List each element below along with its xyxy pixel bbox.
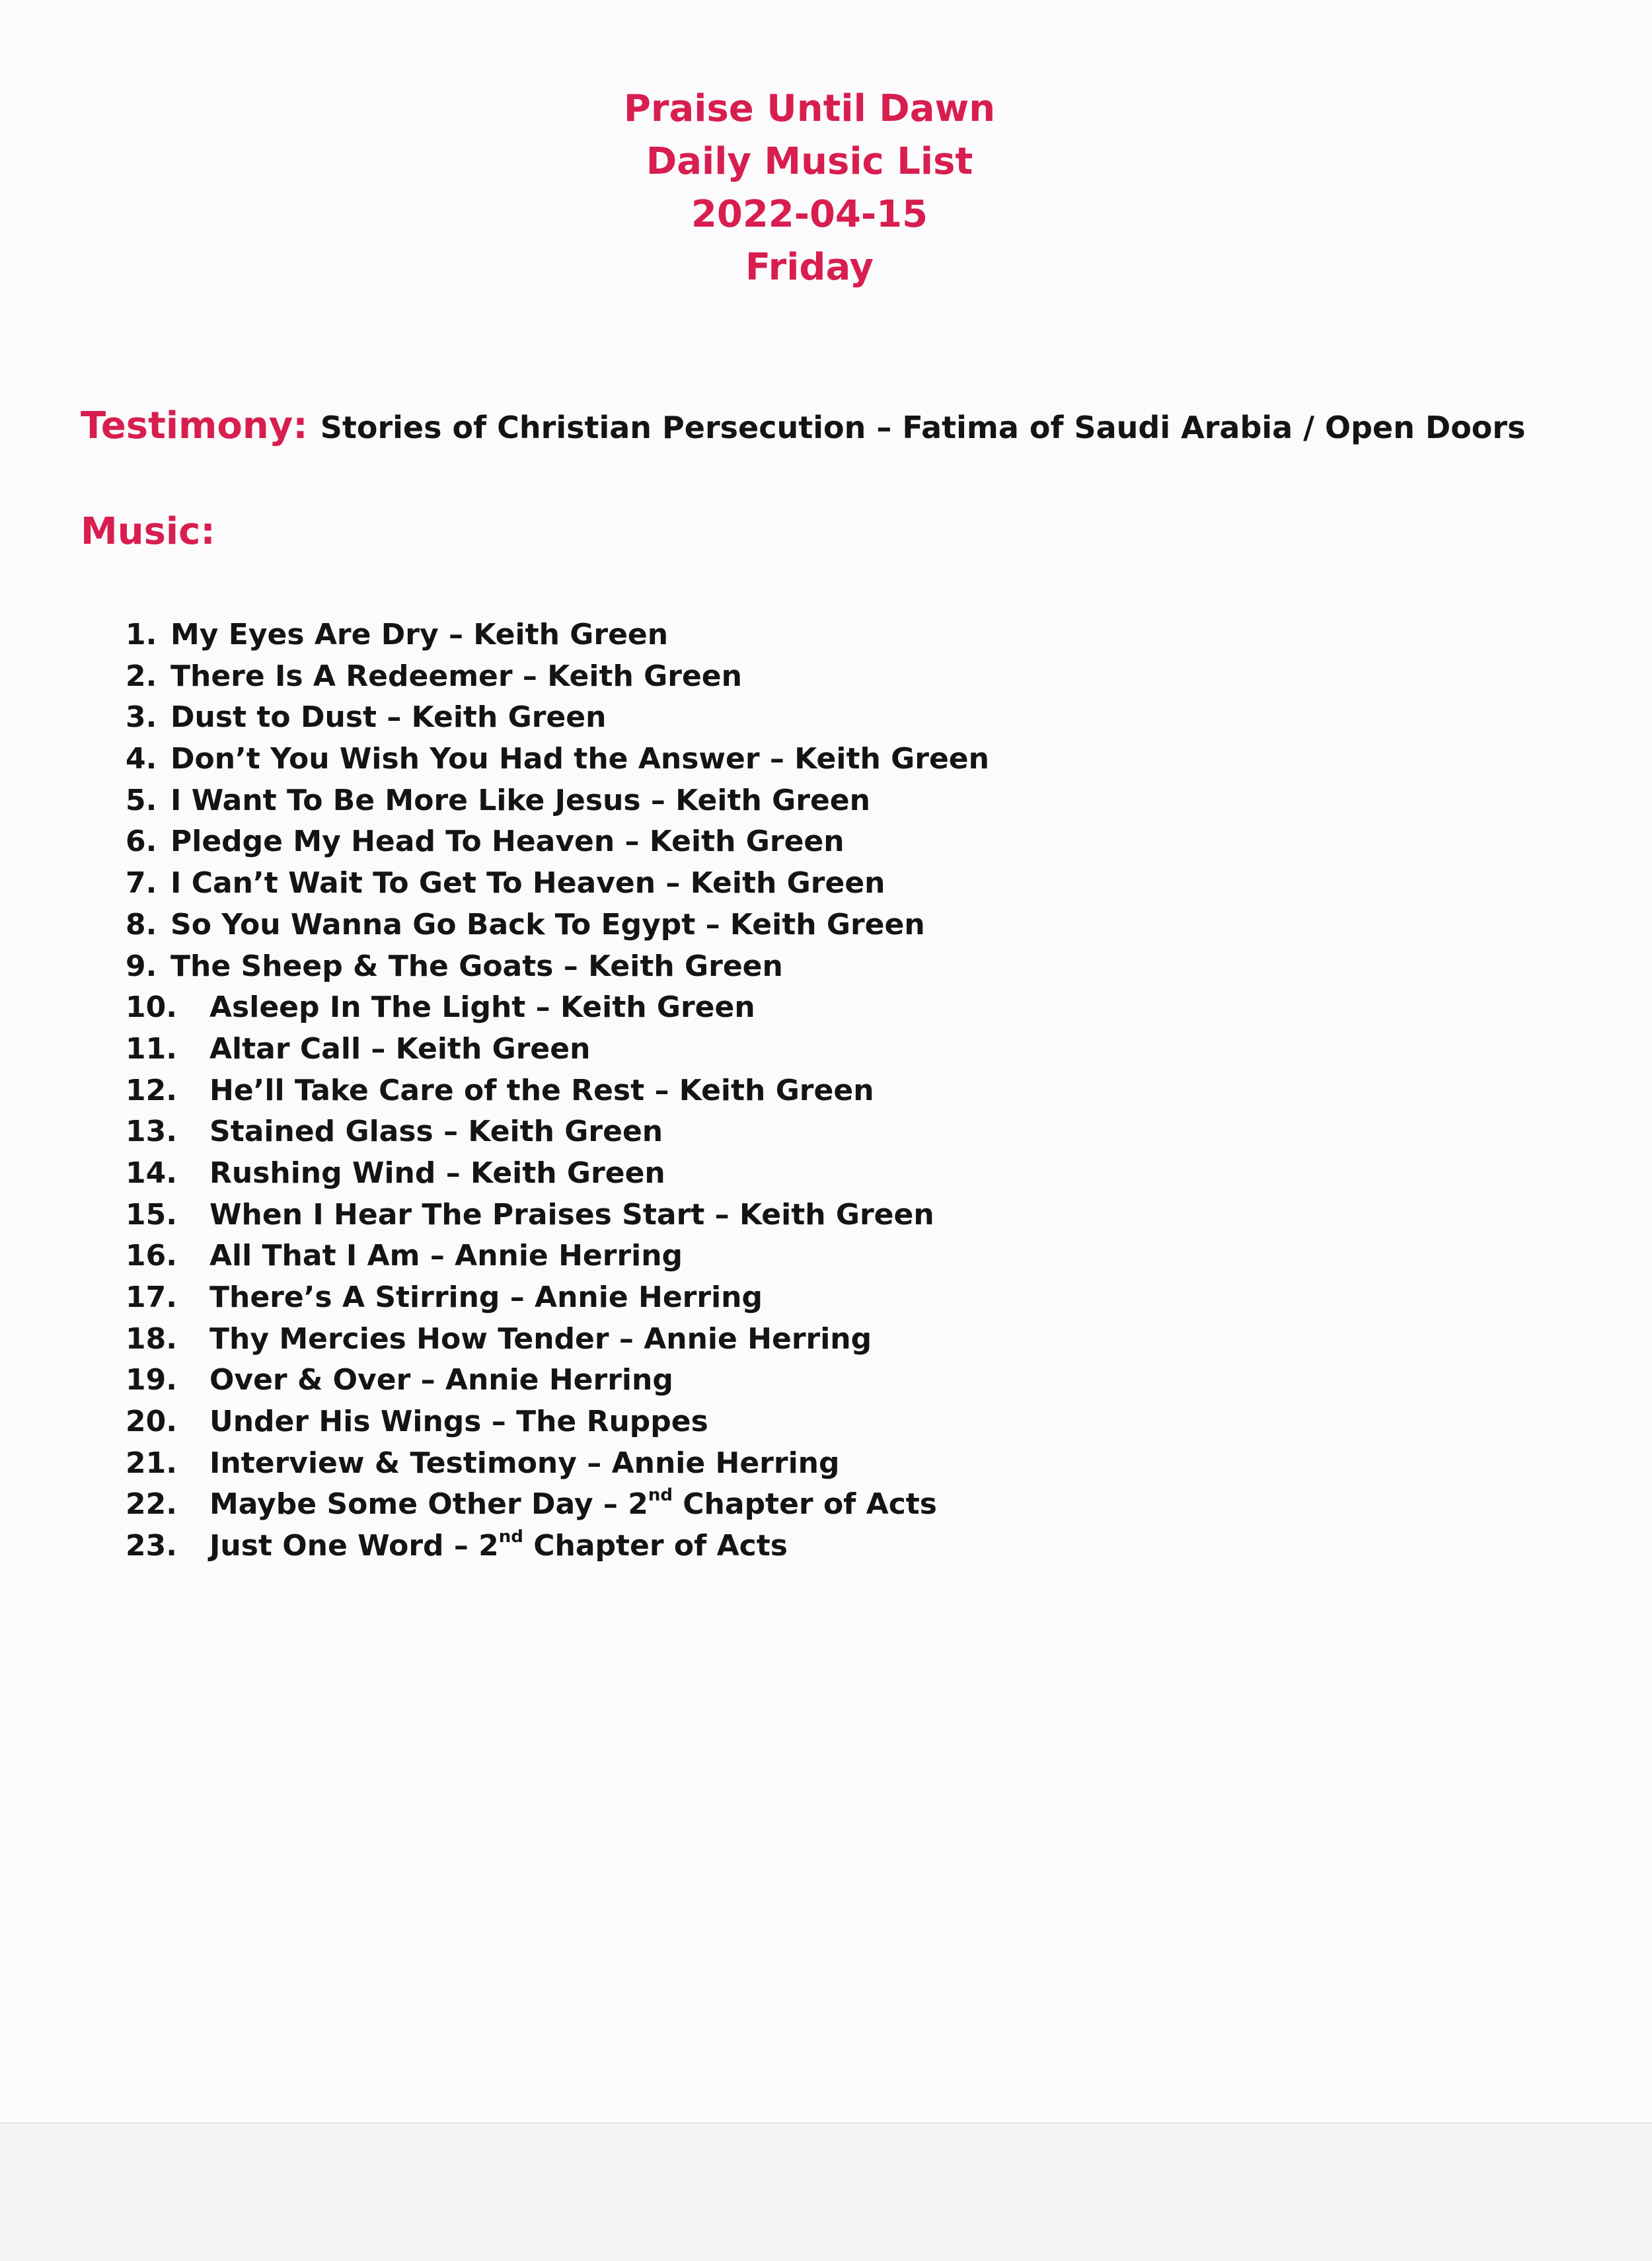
track-number: 15. bbox=[126, 1197, 177, 1232]
track-title: When I Hear The Praises Start – Keith Green bbox=[209, 1197, 934, 1232]
track-title: Interview & Testimony – Annie Herring bbox=[209, 1446, 840, 1480]
track-number: 17. bbox=[126, 1280, 177, 1314]
track-item bbox=[126, 1111, 1381, 1153]
track-number: 22. bbox=[126, 1487, 177, 1522]
track-title: Asleep In The Light – Keith Green bbox=[209, 990, 755, 1025]
track-title: Rushing Wind – Keith Green bbox=[209, 1156, 665, 1190]
track-number: 4. bbox=[126, 742, 157, 776]
track-title: There Is A Redeemer – Keith Green bbox=[170, 659, 742, 693]
track-title: Pledge My Head To Heaven – Keith Green bbox=[170, 825, 845, 859]
track-item bbox=[126, 1526, 1381, 1567]
track-item bbox=[126, 697, 1381, 739]
testimony-value: Stories of Christian Persecution – Fatima of Saudi Arabia / Open Doors bbox=[320, 410, 1526, 445]
track-number: 19. bbox=[126, 1363, 177, 1397]
list-date: 2022-04-15 bbox=[691, 193, 928, 236]
track-number: 21. bbox=[126, 1446, 177, 1480]
track-item bbox=[126, 1070, 1381, 1112]
ordinal-suffix: nd bbox=[498, 1527, 523, 1547]
track-number: 18. bbox=[126, 1321, 177, 1356]
track-title: Under His Wings – The Ruppes bbox=[209, 1405, 708, 1439]
track-item bbox=[126, 821, 1381, 863]
track-title: Dust to Dust – Keith Green bbox=[170, 700, 607, 735]
track-title: Over & Over – Annie Herring bbox=[209, 1363, 673, 1397]
track-number: 9. bbox=[126, 949, 157, 983]
track-title: Thy Mercies How Tender – Annie Herring bbox=[209, 1321, 872, 1356]
program-title: Praise Until Dawn bbox=[623, 87, 996, 130]
track-item bbox=[126, 780, 1381, 822]
page-bottom-edge bbox=[0, 2122, 1652, 2261]
track-number: 8. bbox=[126, 907, 157, 942]
track-item bbox=[126, 1195, 1381, 1236]
track-item bbox=[126, 987, 1381, 1029]
track-title bbox=[209, 1529, 788, 1563]
track-item bbox=[126, 1443, 1381, 1485]
track-item bbox=[126, 739, 1381, 780]
track-number: 3. bbox=[126, 700, 157, 735]
list-weekday: Friday bbox=[745, 246, 874, 289]
track-item bbox=[126, 946, 1381, 988]
track-item bbox=[126, 1360, 1381, 1401]
track-number: 7. bbox=[126, 866, 157, 901]
track-item bbox=[126, 863, 1381, 905]
list-title: Daily Music List bbox=[646, 140, 973, 183]
track-title-rest: Chapter of Acts bbox=[672, 1487, 937, 1522]
track-number: 2. bbox=[126, 659, 157, 693]
document-header bbox=[0, 83, 1619, 294]
track-title: I Want To Be More Like Jesus – Keith Green bbox=[170, 783, 870, 817]
track-title: Stained Glass – Keith Green bbox=[209, 1115, 663, 1149]
track-title: The Sheep & The Goats – Keith Green bbox=[170, 949, 783, 983]
track-list bbox=[126, 614, 1381, 1567]
track-number: 11. bbox=[126, 1031, 177, 1066]
track-title-rest: Chapter of Acts bbox=[523, 1529, 788, 1563]
track-title: I Can’t Wait To Get To Heaven – Keith Green bbox=[170, 866, 885, 901]
track-number: 12. bbox=[126, 1073, 177, 1107]
track-title-main: Maybe Some Other Day – 2 bbox=[209, 1487, 648, 1522]
testimony-line bbox=[81, 404, 1525, 447]
track-item bbox=[126, 905, 1381, 946]
track-item bbox=[126, 1153, 1381, 1195]
track-item bbox=[126, 1277, 1381, 1319]
track-number: 10. bbox=[126, 990, 177, 1025]
track-number: 16. bbox=[126, 1239, 177, 1273]
track-title: So You Wanna Go Back To Egypt – Keith Green bbox=[170, 907, 925, 942]
track-number: 6. bbox=[126, 825, 157, 859]
track-item bbox=[126, 1319, 1381, 1360]
track-title: He’ll Take Care of the Rest – Keith Green bbox=[209, 1073, 874, 1107]
track-number: 5. bbox=[126, 783, 157, 817]
ordinal-suffix: nd bbox=[648, 1485, 673, 1506]
track-number: 13. bbox=[126, 1115, 177, 1149]
testimony-label: Testimony: bbox=[81, 404, 308, 447]
music-heading: Music: bbox=[81, 510, 215, 553]
track-number: 20. bbox=[126, 1405, 177, 1439]
track-number: 14. bbox=[126, 1156, 177, 1190]
track-item bbox=[126, 614, 1381, 656]
track-item bbox=[126, 1236, 1381, 1277]
track-title: Altar Call – Keith Green bbox=[209, 1031, 591, 1066]
track-number: 1. bbox=[126, 618, 157, 651]
track-item bbox=[126, 1029, 1381, 1070]
track-title bbox=[209, 1487, 937, 1521]
track-number: 23. bbox=[126, 1529, 177, 1563]
track-title: My Eyes Are Dry – Keith Green bbox=[170, 618, 669, 651]
track-item bbox=[126, 1484, 1381, 1526]
track-item bbox=[126, 1401, 1381, 1443]
track-title-main: Just One Word – 2 bbox=[209, 1529, 499, 1563]
track-title: All That I Am – Annie Herring bbox=[209, 1239, 683, 1273]
track-title: Don’t You Wish You Had the Answer – Keith Green bbox=[170, 742, 989, 776]
track-item bbox=[126, 656, 1381, 698]
track-title: There’s A Stirring – Annie Herring bbox=[209, 1280, 763, 1314]
